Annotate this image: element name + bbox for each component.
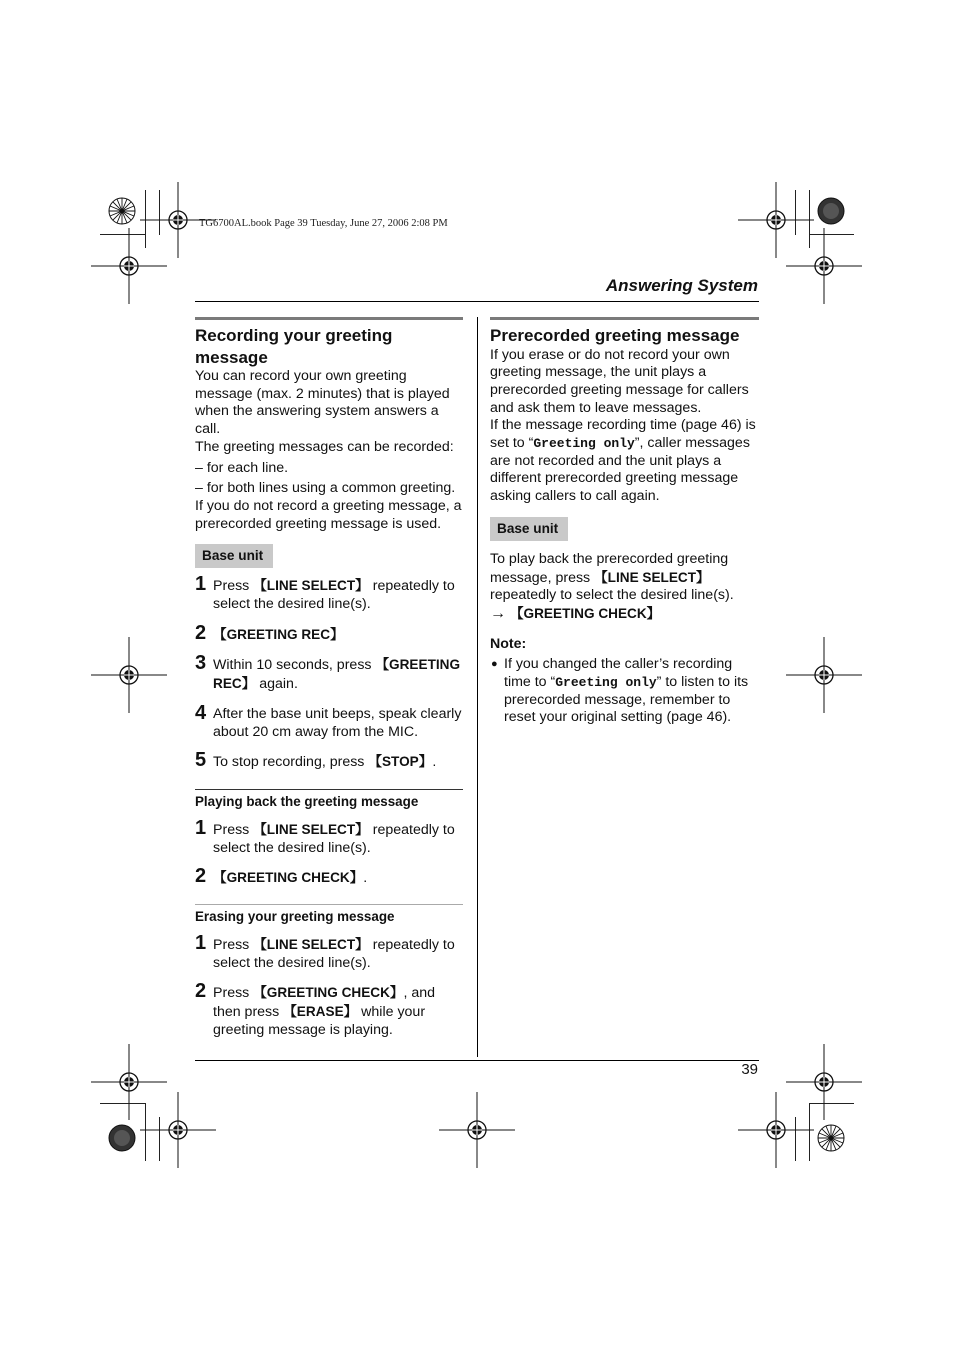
step-1: 1 Press 【LINE SELECT】 repeatedly to select the desired line(s).: [195, 573, 455, 613]
greeting-only-setting: Greeting only: [555, 675, 657, 691]
base-unit-label: Base unit: [195, 544, 273, 568]
playback-title: Playing back the greeting message: [195, 793, 419, 809]
left-column: [195, 317, 463, 1040]
greeting-rec-key: 【GREETING REC】: [213, 626, 344, 642]
greeting-check-key: 【GREETING CHECK】: [253, 985, 404, 1001]
recording-time-paragraph: If the message recording time (page 46) is set to “Greeting only”, caller messages are not recorded and the unit plays a different prerecorded greeting message asking callers to call again.: [490, 417, 756, 505]
subsection-rule: [195, 789, 463, 790]
dash-item-both-lines: – for both lines using a common greeting.: [195, 480, 456, 497]
step-2: 2 【GREETING REC】: [195, 621, 344, 644]
page-number: 39: [741, 1061, 758, 1078]
note-label: Note:: [490, 635, 527, 652]
arrow-right-icon: →: [490, 604, 506, 622]
intro-prerecorded: If you do not record a greeting message, a prerecorded greeting message is used.: [195, 497, 462, 532]
playback-instructions: To play back the prerecorded greeting message, press 【LINE SELECT】 repeatedly to select the desired line(s).: [490, 550, 734, 604]
print-slug: TG6700AL.book Page 39 Tuesday, June 27, 2006 2:08 PM: [199, 218, 448, 229]
right-column: [490, 317, 759, 727]
erase-title: Erasing your greeting message: [195, 909, 395, 925]
footer-rule: [195, 1060, 759, 1061]
prerecorded-paragraph: If you erase or do not record your own greeting message, the unit plays a prerecorded greeting message for callers and ask them to leave messages.: [490, 346, 749, 416]
header-rule: [195, 301, 759, 302]
intro-recorded: The greeting messages can be recorded:: [195, 438, 454, 455]
prerecorded-title: Prerecorded greeting message: [490, 326, 740, 345]
intro-paragraph: You can record your own greeting message (max. 2 minutes) that is played when the answering system answers a call.: [195, 368, 450, 438]
base-unit-label: Base unit: [490, 517, 568, 541]
recording-title: Recording your greeting message: [195, 326, 393, 367]
line-select-key: 【LINE SELECT】: [594, 569, 710, 585]
note-item: ● If you changed the caller’s recording time to “Greeting only” to listen to its prerecorded message, remember to reset your original setting (page 46).: [491, 656, 749, 726]
stop-key: 【STOP】: [368, 754, 433, 770]
line-select-key: 【LINE SELECT】: [253, 821, 369, 837]
title-rule: [195, 317, 463, 320]
playback-step-2: 2 【GREETING CHECK】.: [195, 865, 368, 888]
playback-arrow-step: [490, 605, 759, 624]
erase-step-2: 2 Press 【GREETING CHECK】, and then press 【ERASE】 while your greeting message is playing.: [195, 980, 436, 1038]
erase-step-1: 1 Press 【LINE SELECT】 repeatedly to select the desired line(s).: [195, 932, 455, 971]
greeting-only-setting: Greeting only: [533, 436, 635, 452]
step-3: 3 Within 10 seconds, press 【GREETING REC】 again.: [195, 652, 461, 693]
playback-step-1: 1 Press 【LINE SELECT】 repeatedly to select the desired line(s).: [195, 816, 455, 856]
step-4: 4 After the base unit beeps, speak clearly about 20 cm away from the MIC.: [195, 701, 462, 740]
line-select-key: 【LINE SELECT】: [253, 937, 369, 953]
line-select-key: 【LINE SELECT】: [253, 578, 369, 594]
greeting-check-key: 【GREETING CHECK】: [213, 870, 364, 886]
dash-item-each-line: – for each line.: [195, 459, 289, 476]
bullet-icon: ●: [491, 658, 498, 671]
title-rule: [490, 317, 759, 320]
section-title: Answering System: [605, 276, 758, 295]
erase-key: 【ERASE】: [283, 1004, 358, 1020]
greeting-check-key: 【GREETING CHECK】: [509, 605, 661, 621]
subsection-rule: [195, 904, 463, 905]
column-divider: [477, 317, 478, 1057]
greeting-rec-key: 【GREETING REC】: [213, 657, 461, 692]
step-5: 5 To stop recording, press 【STOP】.: [195, 749, 437, 772]
